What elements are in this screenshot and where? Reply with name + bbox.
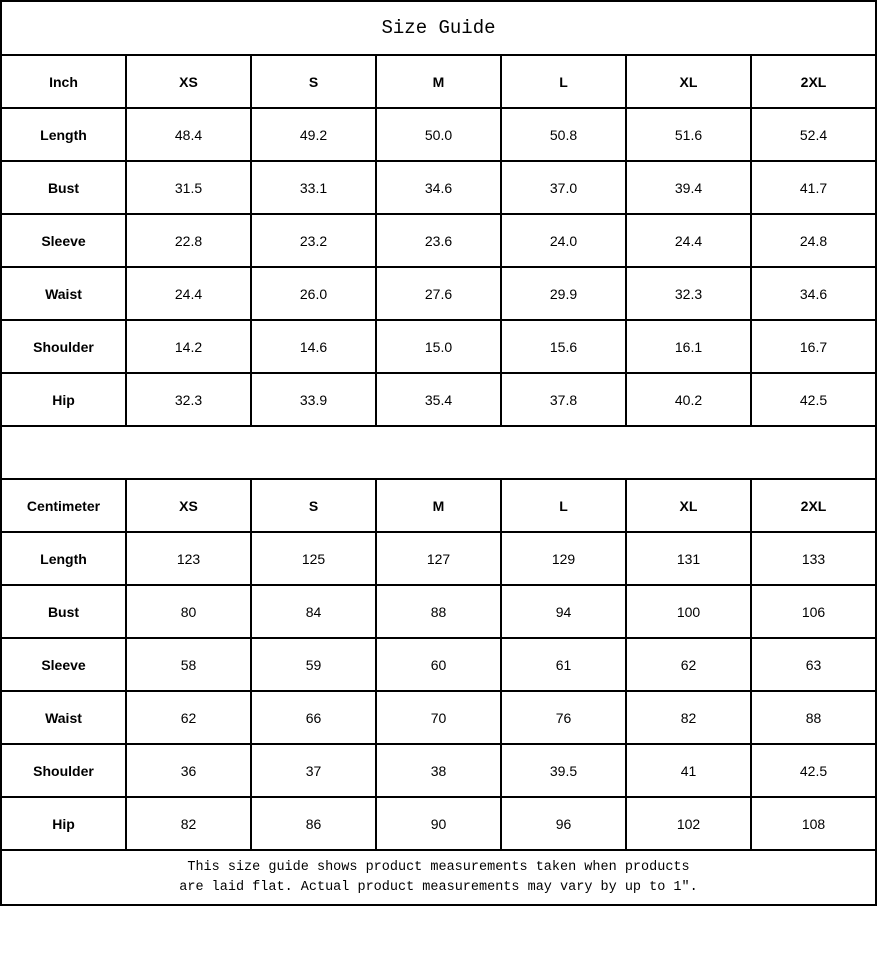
row-label: Length (1, 532, 126, 585)
centimeter-size-header-2xl: 2XL (751, 479, 876, 532)
inch-unit-label: Inch (1, 55, 126, 108)
inch-row-bust (1, 161, 876, 214)
measurement-value: 37.8 (501, 373, 626, 426)
measurement-value: 76 (501, 691, 626, 744)
measurement-value: 41.7 (751, 161, 876, 214)
measurement-value: 26.0 (251, 267, 376, 320)
measurement-value: 133 (751, 532, 876, 585)
measurement-value: 106 (751, 585, 876, 638)
measurement-value: 49.2 (251, 108, 376, 161)
row-label: Sleeve (1, 214, 126, 267)
measurement-value: 127 (376, 532, 501, 585)
row-label: Bust (1, 585, 126, 638)
measurement-value: 23.6 (376, 214, 501, 267)
measurement-value: 60 (376, 638, 501, 691)
row-label: Length (1, 108, 126, 161)
row-label: Shoulder (1, 320, 126, 373)
row-label: Shoulder (1, 744, 126, 797)
measurement-value: 82 (626, 691, 751, 744)
inch-size-header-xl: XL (626, 55, 751, 108)
measurement-value: 84 (251, 585, 376, 638)
measurement-value: 58 (126, 638, 251, 691)
measurement-value: 24.4 (626, 214, 751, 267)
measurement-value: 62 (126, 691, 251, 744)
measurement-value: 82 (126, 797, 251, 850)
measurement-value: 90 (376, 797, 501, 850)
inch-size-header-l: L (501, 55, 626, 108)
measurement-value: 50.8 (501, 108, 626, 161)
measurement-value: 61 (501, 638, 626, 691)
measurement-value: 22.8 (126, 214, 251, 267)
measurement-value: 15.0 (376, 320, 501, 373)
inch-header-row (1, 55, 876, 108)
centimeter-row-hip (1, 797, 876, 850)
measurement-value: 40.2 (626, 373, 751, 426)
measurement-value: 14.2 (126, 320, 251, 373)
measurement-value: 29.9 (501, 267, 626, 320)
inch-size-header-m: M (376, 55, 501, 108)
measurement-value: 42.5 (751, 744, 876, 797)
measurement-value: 24.0 (501, 214, 626, 267)
inch-size-header-s: S (251, 55, 376, 108)
inch-size-header-xs: XS (126, 55, 251, 108)
inch-row-hip (1, 373, 876, 426)
spacer-cell (1, 426, 876, 479)
row-label: Waist (1, 691, 126, 744)
centimeter-size-header-s: S (251, 479, 376, 532)
inch-row-length (1, 108, 876, 161)
page-title: Size Guide (1, 1, 876, 55)
row-label: Hip (1, 797, 126, 850)
footer-note (1, 850, 876, 905)
centimeter-row-shoulder (1, 744, 876, 797)
measurement-value: 59 (251, 638, 376, 691)
measurement-value: 33.1 (251, 161, 376, 214)
measurement-value: 38 (376, 744, 501, 797)
measurement-value: 15.6 (501, 320, 626, 373)
row-label: Sleeve (1, 638, 126, 691)
measurement-value: 23.2 (251, 214, 376, 267)
centimeter-header-row (1, 479, 876, 532)
measurement-value: 80 (126, 585, 251, 638)
measurement-value: 42.5 (751, 373, 876, 426)
measurement-value: 131 (626, 532, 751, 585)
measurement-value: 27.6 (376, 267, 501, 320)
centimeter-unit-label: Centimeter (1, 479, 126, 532)
measurement-value: 16.1 (626, 320, 751, 373)
footer-row (1, 850, 876, 905)
measurement-value: 31.5 (126, 161, 251, 214)
centimeter-row-sleeve (1, 638, 876, 691)
measurement-value: 94 (501, 585, 626, 638)
measurement-value: 100 (626, 585, 751, 638)
measurement-value: 33.9 (251, 373, 376, 426)
row-label: Bust (1, 161, 126, 214)
footer-note-line-2: are laid flat. Actual product measurements may vary by up to 1″. (179, 879, 698, 895)
measurement-value: 48.4 (126, 108, 251, 161)
measurement-value: 88 (751, 691, 876, 744)
measurement-value: 88 (376, 585, 501, 638)
centimeter-size-header-l: L (501, 479, 626, 532)
measurement-value: 70 (376, 691, 501, 744)
measurement-value: 96 (501, 797, 626, 850)
measurement-value: 86 (251, 797, 376, 850)
measurement-value: 129 (501, 532, 626, 585)
measurement-value: 24.8 (751, 214, 876, 267)
measurement-value: 34.6 (376, 161, 501, 214)
measurement-value: 16.7 (751, 320, 876, 373)
measurement-value: 102 (626, 797, 751, 850)
spacer-row (1, 426, 876, 479)
measurement-value: 24.4 (126, 267, 251, 320)
measurement-value: 63 (751, 638, 876, 691)
centimeter-row-length (1, 532, 876, 585)
measurement-value: 14.6 (251, 320, 376, 373)
measurement-value: 37 (251, 744, 376, 797)
measurement-value: 32.3 (126, 373, 251, 426)
centimeter-size-header-xl: XL (626, 479, 751, 532)
inch-size-header-2xl: 2XL (751, 55, 876, 108)
measurement-value: 62 (626, 638, 751, 691)
measurement-value: 37.0 (501, 161, 626, 214)
measurement-value: 52.4 (751, 108, 876, 161)
measurement-value: 35.4 (376, 373, 501, 426)
measurement-value: 36 (126, 744, 251, 797)
inch-row-waist (1, 267, 876, 320)
inch-row-shoulder (1, 320, 876, 373)
centimeter-row-waist (1, 691, 876, 744)
measurement-value: 39.5 (501, 744, 626, 797)
measurement-value: 32.3 (626, 267, 751, 320)
measurement-value: 108 (751, 797, 876, 850)
centimeter-size-header-m: M (376, 479, 501, 532)
title-row (1, 1, 876, 55)
centimeter-size-header-xs: XS (126, 479, 251, 532)
measurement-value: 34.6 (751, 267, 876, 320)
measurement-value: 123 (126, 532, 251, 585)
inch-row-sleeve (1, 214, 876, 267)
row-label: Hip (1, 373, 126, 426)
centimeter-row-bust (1, 585, 876, 638)
measurement-value: 51.6 (626, 108, 751, 161)
measurement-value: 125 (251, 532, 376, 585)
footer-note-line-1: This size guide shows product measurements taken when products (187, 859, 690, 875)
measurement-value: 39.4 (626, 161, 751, 214)
measurement-value: 41 (626, 744, 751, 797)
measurement-value: 50.0 (376, 108, 501, 161)
measurement-value: 66 (251, 691, 376, 744)
row-label: Waist (1, 267, 126, 320)
